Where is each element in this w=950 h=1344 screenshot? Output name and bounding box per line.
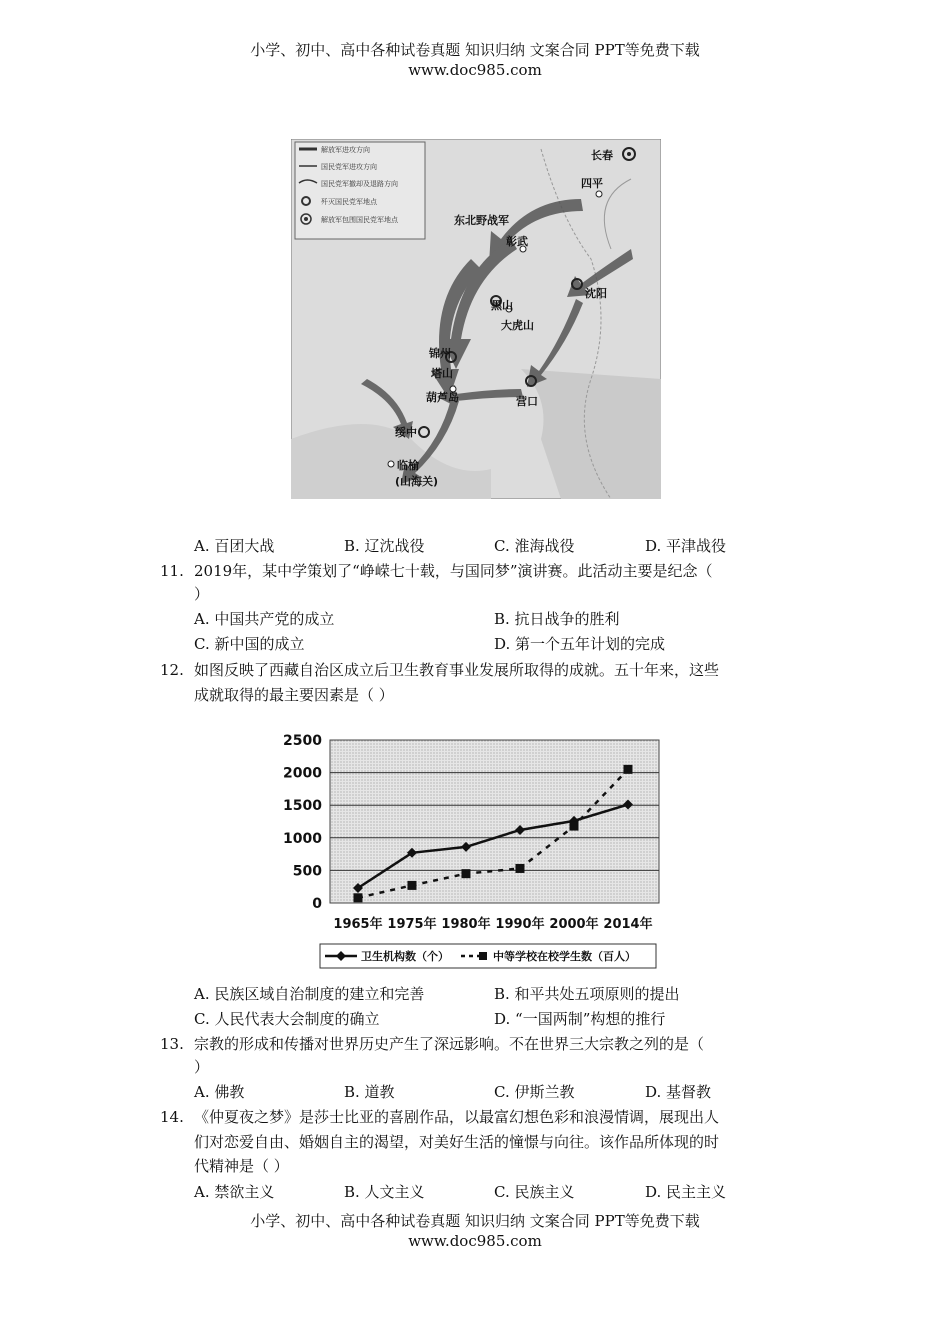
q11-option-a: A. 中国共产党的成立: [194, 610, 335, 628]
q13-option-c: C. 伊斯兰教: [494, 1083, 575, 1101]
header-line1: 小学、初中、高中各种试卷真题 知识归纳 文案合同 PPT等免费下载: [250, 41, 700, 59]
y-tick-label: 0: [312, 896, 322, 912]
plot-area: [330, 740, 659, 903]
q12-number: 12.: [160, 661, 184, 679]
students-point: [462, 869, 471, 878]
x-tick-label: 1990年: [495, 917, 545, 932]
q12-option-d: D. “一国两制”构想的推行: [494, 1010, 666, 1028]
army-label: 东北野战军: [454, 214, 509, 227]
place-zhangwu: 彰武: [506, 235, 528, 248]
q10-option-c: C. 淮海战役: [494, 537, 575, 555]
students-point: [408, 881, 417, 890]
legend-series-2: 中等学校在校学生数（百人）: [493, 950, 636, 963]
q11-stem-line1: 2019年，某中学策划了“峥嵘七十载，与国同梦”演讲赛。此活动主要是纪念（: [194, 562, 713, 580]
place-siping: 四平: [581, 177, 603, 190]
chart-svg: [283, 728, 673, 972]
place-changchun: 长春: [591, 149, 613, 162]
q13-option-b: B. 道教: [344, 1083, 395, 1101]
header-url: www.doc985.com: [408, 61, 542, 79]
students-point: [516, 864, 525, 873]
x-tick-label: 1980年: [441, 917, 491, 932]
q10-option-b: B. 辽沈战役: [344, 537, 425, 555]
y-tick-label: 500: [292, 863, 322, 880]
q11-option-b: B. 抗日战争的胜利: [494, 610, 620, 628]
q14-number: 14.: [160, 1108, 184, 1126]
q10-option-d: D. 平津战役: [645, 537, 727, 555]
x-tick-label: 1965年: [333, 917, 383, 932]
q13-stem-line1: 宗教的形成和传播对世界历史产生了深远影响。不在世界三大宗教之列的是（: [194, 1035, 705, 1053]
legend-3: 国民党军撤却及退路方向: [321, 180, 398, 188]
students-point: [354, 893, 363, 902]
q14-option-b: B. 人文主义: [344, 1183, 425, 1201]
y-tick-label: 1500: [283, 798, 322, 815]
q14-option-a: A. 禁欲主义: [194, 1183, 275, 1201]
x-tick-label: 1975年: [387, 917, 437, 932]
place-linyu: 临榆: [397, 459, 419, 472]
q14-stem-line1: 《仲夏夜之梦》是莎士比亚的喜剧作品，以最富幻想色彩和浪漫情调，展现出人: [194, 1108, 720, 1126]
q13-stem-line2: ）: [194, 1058, 210, 1076]
q12-option-b: B. 和平共处五项原则的提出: [494, 985, 680, 1003]
y-tick-label: 1000: [283, 830, 322, 847]
y-tick-label: 2500: [283, 733, 322, 749]
q14-option-d: D. 民主主义: [645, 1183, 727, 1201]
y-tick-label: 2000: [283, 765, 322, 782]
q12-stem-line1: 如图反映了西藏自治区成立后卫生教育事业发展所取得的成就。五十年来，这些: [194, 661, 720, 679]
place-tashan: 塔山: [431, 367, 453, 380]
q13-option-a: A. 佛教: [194, 1083, 245, 1101]
battle-map: [291, 139, 661, 499]
q11-stem-line2: ）: [194, 585, 210, 603]
legend-series-1: 卫生机构数（个）: [361, 950, 449, 963]
students-point: [624, 765, 633, 774]
q11-number: 11.: [160, 562, 184, 580]
q11-option-d: D. 第一个五年计划的完成: [494, 635, 666, 653]
q13-number: 13.: [160, 1035, 184, 1053]
q14-stem-line3: 代精神是（ ）: [194, 1157, 289, 1175]
place-dahushan: 大虎山: [501, 319, 534, 332]
place-shanhaiguan: (山海关): [395, 475, 439, 488]
tibet-chart: [283, 728, 673, 972]
place-heishan: 黑山: [491, 299, 513, 312]
q12-stem-line2: 成就取得的最主要因素是（ ）: [194, 686, 394, 704]
legend-1: 解放军进攻方向: [321, 146, 370, 154]
q12-option-c: C. 人民代表大会制度的确立: [194, 1010, 380, 1028]
place-suizhong: 绥中: [395, 426, 417, 439]
students-point: [570, 822, 579, 831]
q10-option-a: A. 百团大战: [194, 537, 275, 555]
q13-option-d: D. 基督教: [645, 1083, 712, 1101]
legend-4: 歼灭国民党军地点: [321, 198, 377, 206]
place-jinzhou: 锦州: [429, 347, 451, 360]
footer-line1: 小学、初中、高中各种试卷真题 知识归纳 文案合同 PPT等免费下载: [250, 1212, 700, 1230]
footer-url: www.doc985.com: [408, 1232, 542, 1250]
q14-option-c: C. 民族主义: [494, 1183, 575, 1201]
x-tick-label: 2014年: [603, 917, 653, 932]
legend-5: 解放军包围国民党军地点: [321, 216, 398, 224]
place-huludao: 葫芦岛: [426, 391, 459, 404]
q12-option-a: A. 民族区域自治制度的建立和完善: [194, 985, 425, 1003]
legend-square-marker: [479, 952, 487, 960]
q14-stem-line2: 们对恋爱自由、婚姻自主的渴望，对美好生活的憧憬与向往。该作品所体现的时: [194, 1133, 720, 1151]
place-yingkou: 营口: [516, 395, 538, 408]
legend-2: 国民党军进攻方向: [321, 163, 377, 171]
place-shenyang: 沈阳: [585, 287, 607, 300]
x-tick-label: 2000年: [549, 917, 599, 932]
q11-option-c: C. 新中国的成立: [194, 635, 305, 653]
battle-map-graphic: [291, 139, 661, 499]
